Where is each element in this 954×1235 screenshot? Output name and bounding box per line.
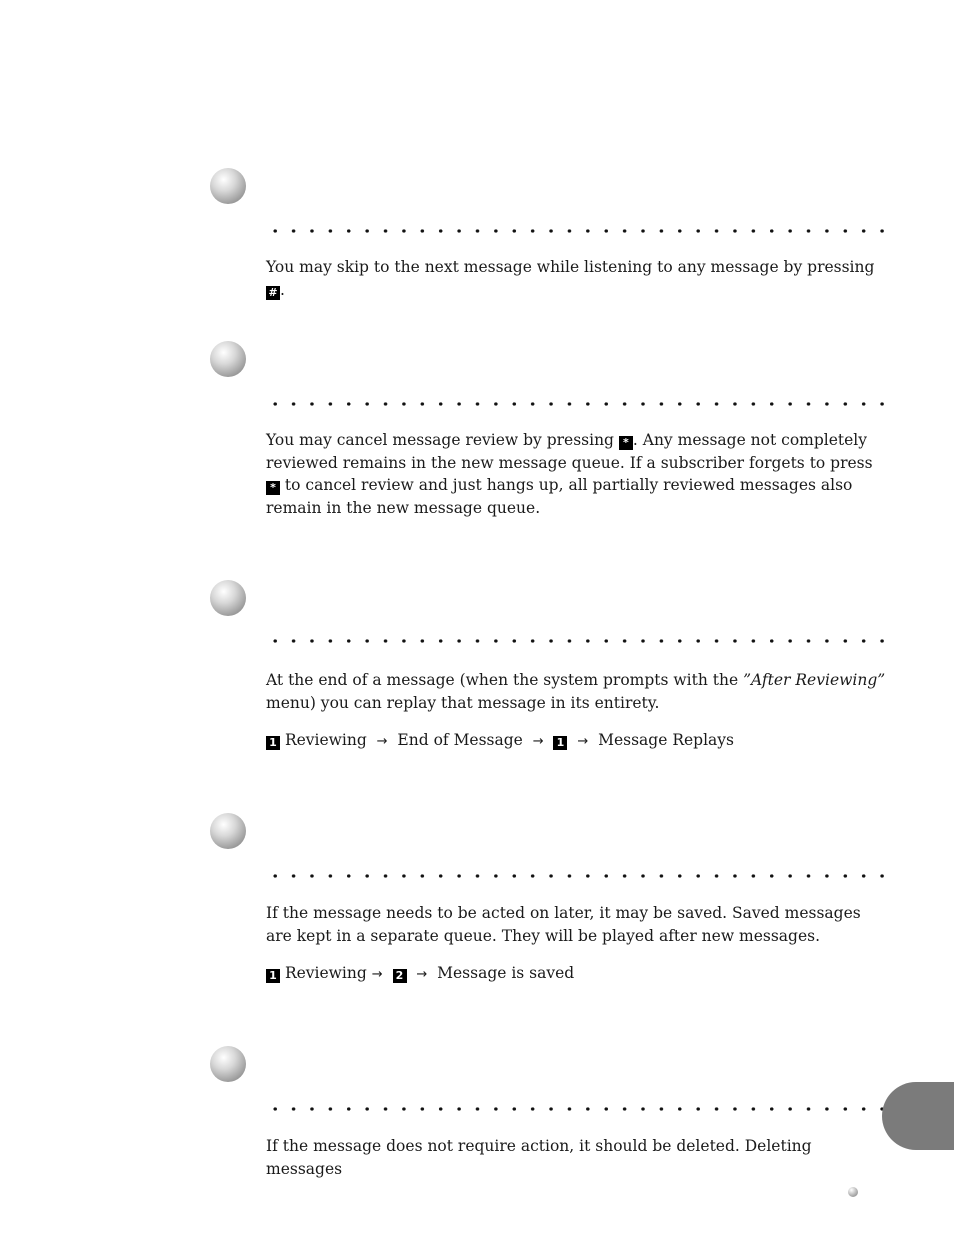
save-paragraph: If the message needs to be acted on later, it may be saved. Saved messages are kept in a separate queue. They will be played after new messages.	[266, 904, 861, 945]
dotted-rule-1	[266, 228, 886, 234]
section-bullet-5	[210, 1046, 246, 1082]
section-bullet-3	[210, 580, 246, 616]
dotted-rule-5	[266, 1106, 886, 1112]
arrow-icon: →	[532, 734, 544, 749]
section-bullet-2	[210, 341, 246, 377]
dotted-rule-3	[266, 638, 886, 644]
replay-paragraph: At the end of a message (when the system prompts with the ”After Reviewing” menu) you can replay that message in its entirety.	[266, 671, 886, 712]
replay-key-path: 1 Reviewing → End of Message → 1 → Message Replays	[266, 729, 886, 754]
save-key-path: 1 Reviewing → 2 → Message is saved	[266, 962, 886, 987]
key-1-icon: 1	[266, 969, 280, 983]
chapter-tab	[882, 1082, 954, 1150]
delete-paragraph: If the message does not require action, it should be deleted. Deleting messages	[266, 1137, 812, 1178]
cancel-review-paragraph: You may cancel message review by pressing * . Any message not completely reviewed remains in the new message queue. If a subscriber forgets to press * to cancel review and just hangs up, all partially reviewed messages also remain in the new message queue.	[266, 431, 873, 517]
key-1-icon: 1	[553, 736, 567, 750]
arrow-icon: →	[416, 967, 428, 982]
page-marker-icon	[848, 1187, 858, 1197]
star-key-icon: *	[619, 436, 633, 450]
key-2-icon: 2	[393, 969, 407, 983]
arrow-icon: →	[376, 734, 388, 749]
key-1-icon: 1	[266, 736, 280, 750]
section-bullet-4	[210, 813, 246, 849]
section-bullet-1	[210, 168, 246, 204]
arrow-icon: →	[371, 967, 383, 982]
dotted-rule-4	[266, 873, 886, 879]
arrow-icon: →	[577, 734, 589, 749]
star-key-icon: *	[266, 481, 280, 495]
skip-message-paragraph: You may skip to the next message while listening to any message by pressing # .	[266, 258, 875, 299]
dotted-rule-2	[266, 401, 886, 407]
pound-key-icon: #	[266, 286, 280, 300]
